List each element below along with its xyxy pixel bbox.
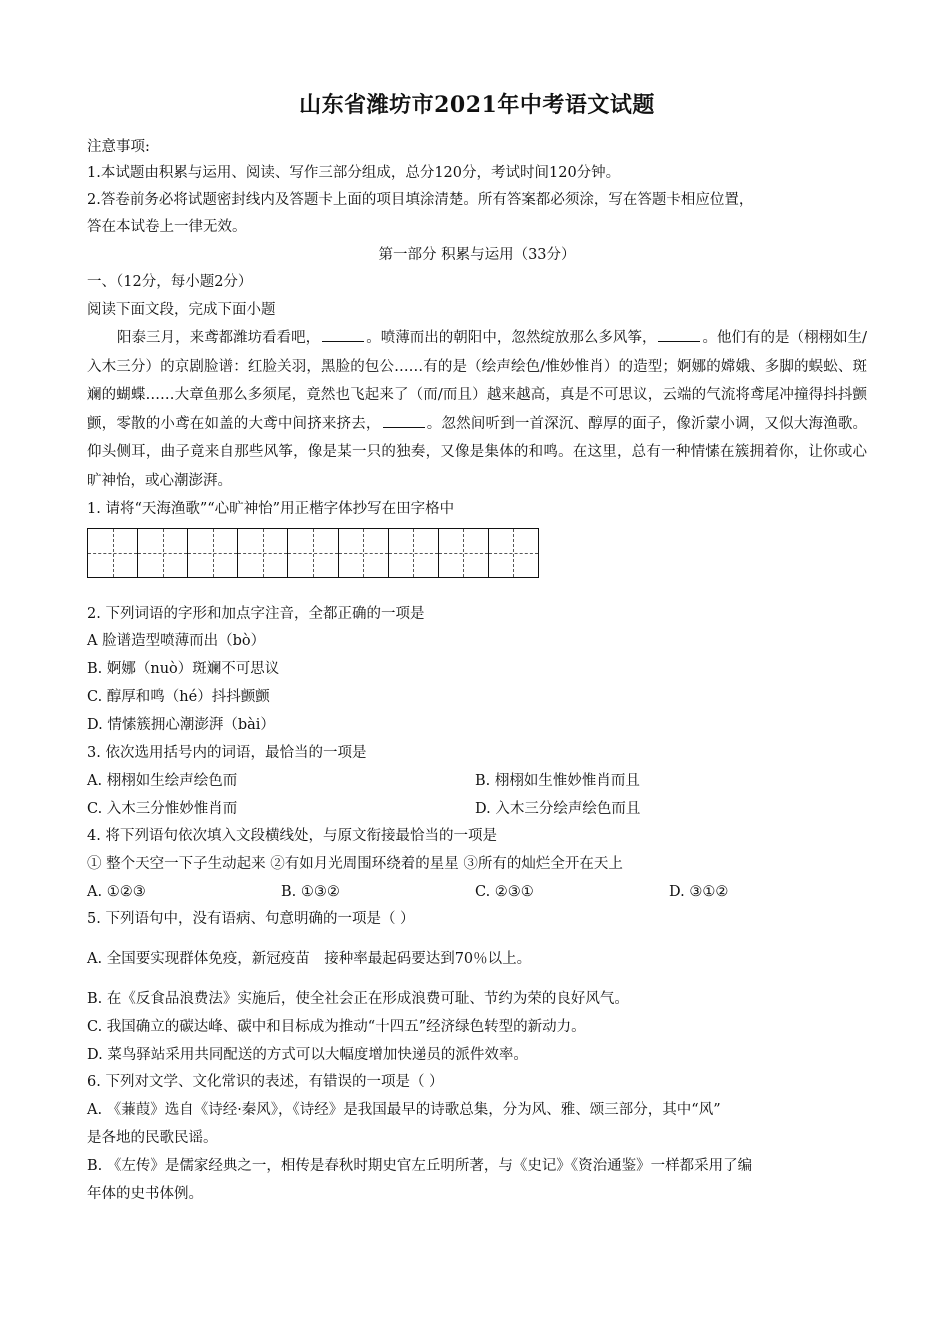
notes-item-1: 1.本试题由积累与运用、阅读、写作三部分组成，总分120分，考试时间120分钟。 <box>87 165 621 181</box>
section-heading: 一、（12分，每小题2分） <box>87 274 253 290</box>
question-6-option-a-line-1: A. 《蒹葭》选自《诗经·秦风》，《诗经》是我国最早的诗歌总集，分为风、雅、颂三部分，其中“风” <box>87 1102 721 1118</box>
notes-item-2-line-1: 2.答卷前务必将试题密封线内及答题卡上面的项目填涂清楚。所有答案都必须涂，写在答题卡相应位置， <box>87 192 754 208</box>
question-4-stem: 4. 将下列语句依次填入文段横线处，与原文衔接最恰当的一项是 <box>87 828 497 844</box>
notes-heading: 注意事项: <box>87 139 150 155</box>
reading-passage <box>87 324 867 495</box>
grid-cell <box>188 529 238 577</box>
question-5-option-b: B. 在《反食品浪费法》实施后，使全社会正在形成浪费可耻、节约为荣的良好风气。 <box>87 991 629 1007</box>
question-2-option-c: C. 醇厚和鸣（hé）抖抖颤颤 <box>87 689 270 705</box>
passage-sentence-2: 。喷薄而出的朝阳中，忽然绽放那么多风筝， <box>366 330 657 346</box>
question-2-option-d: D. 情愫簇拥心潮澎湃（bài） <box>87 717 275 733</box>
grid-cell <box>138 529 188 577</box>
question-2-option-a: A 脸谱造型喷薄而出（bò） <box>87 633 266 649</box>
question-3-option-a: A. 栩栩如生绘声绘色而 <box>87 773 238 789</box>
passage-sentence-1: 阳泰三月，来鸢都潍坊看看吧， <box>117 330 321 346</box>
fill-blank-2 <box>658 327 700 342</box>
question-6-option-a-line-2: 是各地的民歌民谣。 <box>87 1130 218 1146</box>
grid-cell <box>288 529 338 577</box>
question-3-option-d: D. 入木三分绘声绘色而且 <box>475 801 641 817</box>
reading-instruction: 阅读下面文段，完成下面小题 <box>87 302 276 318</box>
fill-blank-3 <box>383 413 425 428</box>
tianzige-grid <box>87 528 539 578</box>
question-6-stem: 6. 下列对文学、文化常识的表述，有错误的一项是（ ） <box>87 1074 444 1090</box>
question-3-option-c: C. 入木三分惟妙惟肖而 <box>87 801 238 817</box>
question-5-option-c: C. 我国确立的碳达峰、碳中和目标成为推动“十四五”经济绿色转型的新动力。 <box>87 1019 586 1035</box>
passage-sentence-4: 。忽然间听到一首深沉、醇厚的面子，像沂蒙小调，又似大海渔歌。仰头侧耳，曲子竟来自那些风筝，像是某一只的独奏，又像是集体的和鸣。在这里，总有一种情愫在簇拥着你，让你或心旷神怡，或心潮澎湃。 <box>87 415 868 489</box>
question-5-option-a: A. 全国要实现群体免疫，新冠疫苗 接种率最起码要达到70％以上。 <box>87 951 532 967</box>
question-5-stem: 5. 下列语句中，没有语病、句意明确的一项是（ ） <box>87 911 415 927</box>
question-4-option-a: A. ①②③ <box>87 884 146 900</box>
question-1: 1. 请将“天海渔歌”“心旷神怡”用正楷字体抄写在田字格中 <box>87 501 455 517</box>
question-2-option-b: B. 婀娜（nuò）斑斓不可思议 <box>87 661 280 677</box>
question-4-option-d: D. ③①② <box>669 884 729 900</box>
part-title: 第一部分 积累与运用（33分） <box>378 247 576 263</box>
grid-cell <box>489 529 538 577</box>
passage-sentence-3: 。他们有的是（栩栩如生/入木三分）的京剧脸谱：红脸关羽，黑脸的包公……有的是（绘声绘色/惟妙惟肖）的造型；婀娜的嫦娥、多脚的蜈蚣、斑斓的蝴蝶……大章鱼那么多须尾，竟然也飞起来了（而/而且）越来越高，真是不可思议，云端的气流将鸢尾冲撞得抖抖颤颤，零散的小鸢在如盖的大鸢中间挤来挤去， <box>87 330 868 432</box>
question-5-option-d: D. 菜鸟驿站采用共同配送的方式可以大幅度增加快递员的派件效率。 <box>87 1047 528 1063</box>
question-3-option-b: B. 栩栩如生惟妙惟肖而且 <box>475 773 640 789</box>
page-title: 山东省潍坊市2021年中考语文试题 <box>299 92 655 118</box>
grid-cell <box>238 529 288 577</box>
notes-item-2-line-2: 答在本试卷上一律无效。 <box>87 219 247 235</box>
question-4-sentences: ① 整个天空一下子生动起来 ②有如月光周围环绕着的星星 ③所有的灿烂全开在天上 <box>87 856 623 872</box>
grid-cell <box>439 529 489 577</box>
question-6-option-b-line-2: 年体的史书体例。 <box>87 1186 203 1202</box>
question-4-option-c: C. ②③① <box>475 884 534 900</box>
question-2-stem: 2. 下列词语的字形和加点字注音，全都正确的一项是 <box>87 606 425 622</box>
grid-cell <box>389 529 439 577</box>
fill-blank-1 <box>322 327 364 342</box>
question-6-option-b-line-1: B. 《左传》是儒家经典之一，相传是春秋时期史官左丘明所著，与《史记》《资治通鉴》一样都采用了编 <box>87 1158 753 1174</box>
grid-cell <box>339 529 389 577</box>
question-3-stem: 3. 依次选用括号内的词语，最恰当的一项是 <box>87 745 367 761</box>
grid-cell <box>88 529 138 577</box>
question-4-option-b: B. ①③② <box>281 884 340 900</box>
